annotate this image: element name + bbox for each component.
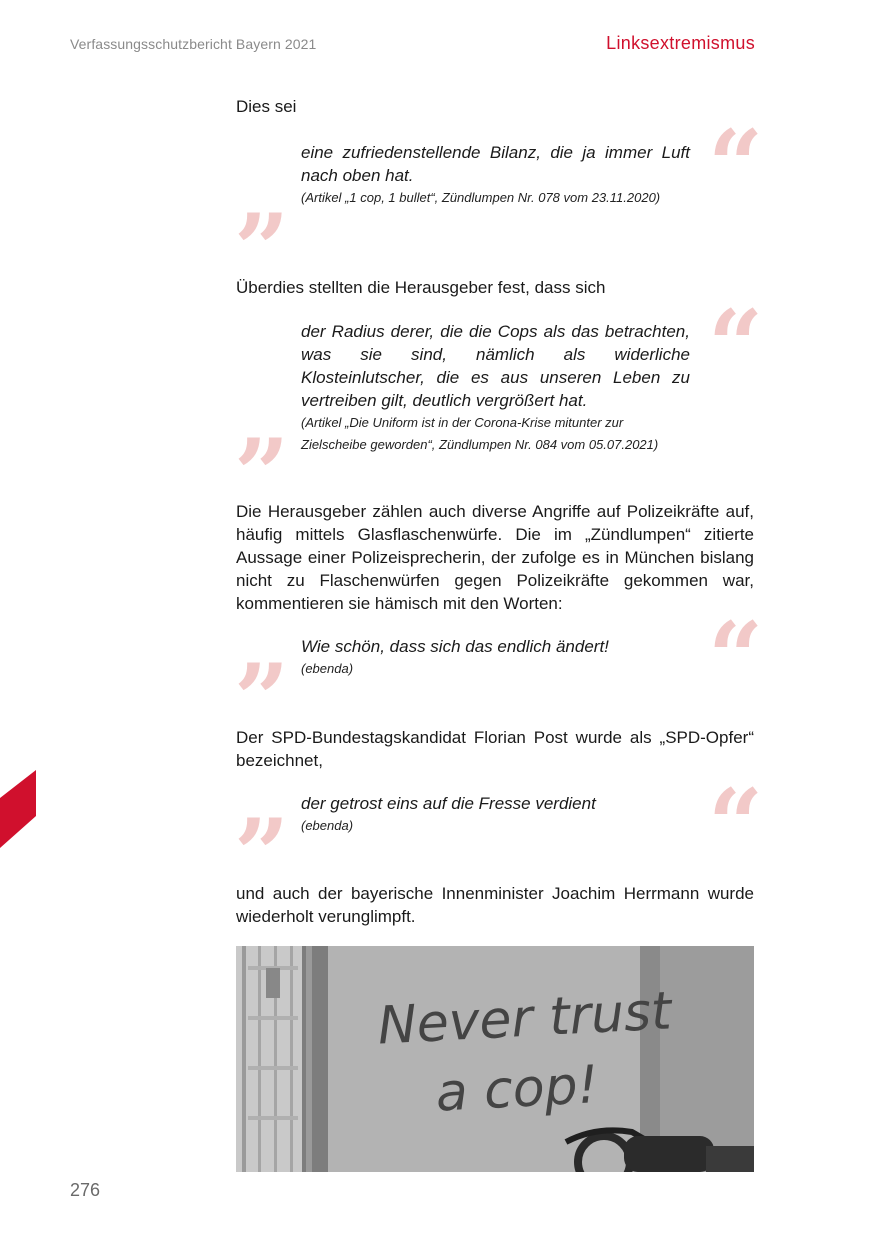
quote-open-icon: “ bbox=[708, 289, 764, 402]
paragraph-2: Überdies stellten die Herausgeber fest, dass sich bbox=[236, 278, 606, 297]
paragraph-3: Die Herausgeber zählen auch diverse Angriffe auf Polizeikräfte auf, häufig mittels Glasflaschenwürfe. Die im „Zündlumpen“ zitierte Aussage einer Polizeisprecherin, der zufolge es in München bislang nicht zu Flaschenwürfen gegen Polizeikräfte gekommen war, kommentieren sie hämisch mit den Worten: bbox=[236, 502, 754, 613]
quote-text: der Radius derer, die die Cops als das betrachten, was sie sind, nämlich als widerliche Klosteinlutscher, die es aus unseren Leben zu vertreiben gilt, deutlich vergrößert hat. bbox=[301, 322, 690, 410]
quote-text: Wie schön, dass sich das endlich ändert! bbox=[301, 637, 609, 656]
graffiti-text-line2: a cop! bbox=[434, 1055, 600, 1124]
quote-source: (Artikel „Die Uniform ist in der Corona-Krise mitunter zur Zielscheibe geworden“, Zündlumpen Nr. 084 vom 05.07.2021) bbox=[301, 415, 659, 452]
quote-1 bbox=[301, 141, 690, 209]
quote-close-icon: ” bbox=[234, 643, 290, 756]
quote-2 bbox=[301, 320, 690, 456]
quote-open-icon: “ bbox=[708, 768, 764, 881]
quote-source: (Artikel „1 cop, 1 bullet“, Zündlumpen Nr. 078 vom 23.11.2020) bbox=[301, 190, 661, 205]
running-header-title: Verfassungsschutzbericht Bayern 2021 bbox=[70, 36, 317, 52]
chapter-marker bbox=[0, 770, 36, 848]
quote-text: der getrost eins auf die Fresse verdient bbox=[301, 794, 596, 813]
quote-source: (ebenda) bbox=[301, 818, 354, 833]
quote-4 bbox=[301, 792, 690, 837]
quote-close-icon: ” bbox=[234, 193, 290, 306]
quote-close-icon: ” bbox=[234, 418, 290, 531]
graffiti-text-line1: Never trust bbox=[376, 981, 673, 1057]
quote-open-icon: “ bbox=[708, 601, 764, 714]
paragraph-1: Dies sei bbox=[236, 97, 297, 116]
page-number: 276 bbox=[70, 1180, 101, 1200]
quote-close-icon: ” bbox=[234, 798, 290, 911]
paragraph-4: Der SPD-Bundestagskandidat Florian Post wurde als „SPD-Opfer“ bezeichnet, bbox=[236, 728, 754, 770]
graffiti-photo-illustration bbox=[236, 946, 754, 1172]
quote-text: eine zufriedenstellende Bilanz, die ja immer Luft nach oben hat. bbox=[301, 143, 690, 185]
quote-open-icon: “ bbox=[708, 109, 764, 222]
graffiti-photo bbox=[236, 946, 754, 1172]
section-title: Linksextremismus bbox=[606, 33, 755, 53]
quote-3 bbox=[301, 635, 690, 680]
quote-source: (ebenda) bbox=[301, 661, 354, 676]
paragraph-5: und auch der bayerische Innenminister Joachim Herrmann wurde wiederholt verunglimpft. bbox=[236, 884, 754, 926]
